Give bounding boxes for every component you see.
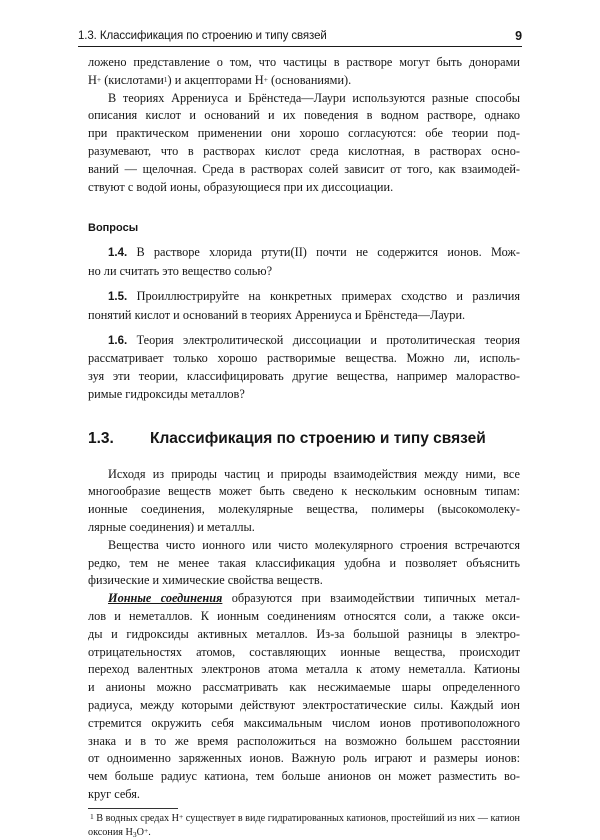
- text-line: чем больше радиус катиона, тем больше анионов он может разместить во-: [88, 769, 520, 784]
- footnote: [88, 812, 520, 840]
- text-line: описания кислот и оснований и их поведения в водном растворе, однако: [88, 108, 520, 123]
- text-line: знака и в то же время расположиться на возможно большем расстоянии: [88, 733, 520, 748]
- text-line: стремится окружить себя максимальным числом ионов противоположного: [88, 715, 520, 730]
- running-header-title: 1.3. Классификация по строению и типу связей: [78, 30, 327, 42]
- footnote-line: $^1$ В водных средах H+ существует в виде гидратированных катионов, простейший из них — катион: [90, 811, 520, 824]
- text-line: от одноименно заряженных ионов. Важную роль играют и размеры ионов:: [88, 751, 520, 766]
- text-line: Вещества чисто ионного или чисто молекулярного строения встречаются: [108, 537, 520, 552]
- text-line: редко, тем не менее такая классификация удобна и позволяет объяснить: [88, 555, 520, 570]
- text-line: лов и неметаллов. К ионным соединениям относятся соли, а также окси-: [88, 608, 520, 623]
- text-line: отрицательностях атомов, составляющих ионные вещества, происходит: [88, 644, 520, 659]
- section-paragraph-1: [88, 466, 520, 537]
- intro-paragraph-1: [88, 54, 520, 90]
- text-line: круг себя.: [88, 786, 140, 801]
- text-line: ложено представление о том, что частицы в растворе могут быть донорами: [88, 55, 520, 69]
- running-header: [78, 26, 522, 47]
- text-line: 1.6. Теория электролитической диссоциации и протолитическая теория: [108, 332, 520, 347]
- question-1-5: [88, 288, 520, 325]
- text-line: 1.5. Проиллюстрируйте на конкретных примерах сходство и различия: [108, 288, 520, 303]
- question-1-4: [88, 244, 520, 281]
- intro-paragraph-2: [88, 90, 520, 197]
- text-line: 1.4. В растворе хлорида ртути(II) почти не содержится ионов. Мож-: [108, 245, 520, 260]
- question-1-6: [88, 332, 520, 404]
- text-line: рассматривает только хорошо растворимые вещества. Можно ли, исполь-: [88, 351, 520, 366]
- text-line: разумевают, что в растворах кислот среда кислотная, в растворах осно-: [88, 143, 520, 158]
- term-ionic-compounds: Ионные соединения: [108, 591, 223, 606]
- text-line: многообразие веществ может быть сведено к нескольким основным типам:: [88, 484, 520, 499]
- text-line: лярные соединения) и металлы.: [88, 519, 255, 534]
- text-line: ствуют с водой ионы, образующиеся при их диссоциации.: [88, 179, 394, 194]
- section-paragraph-2: [88, 537, 520, 590]
- text-line: ваний — щелочная. Среда в растворах солей зависит от того, как взаимодей-: [88, 161, 520, 176]
- text-line: но ли считать это вещество солью?: [88, 264, 273, 279]
- text-line: и анионы можно рассматривать как несжимаемые шары определенного: [88, 680, 520, 695]
- text-line: зуя эти теории, классифицировать другие вещества, например малораство-: [88, 369, 520, 384]
- text-line: H+ (кислотами$^1$) и акцепторами H+ (основаниями).: [88, 72, 352, 87]
- text-line: Исходя из природы частиц и природы взаимодействия между ними, все: [108, 466, 520, 481]
- text-line: переход валентных электронов атома металла к атому неметалла. Катионы: [88, 662, 520, 677]
- footnote-rule: [88, 808, 178, 809]
- text-line: В теориях Аррениуса и Брёнстеда—Лаури используются разные способы: [108, 90, 520, 105]
- text-line: понятий кислот и оснований в теориях Аррениуса и Брёнстеда—Лаури.: [88, 307, 466, 322]
- text-line: физические и химические свойства веществ.: [88, 573, 323, 588]
- section-heading: [88, 430, 520, 448]
- text-line: радиуса, между которыми действуют электростатические силы. Каждый ион: [88, 697, 520, 712]
- page-body: [88, 54, 520, 840]
- text-line: Ионные соединения образуются при взаимодействии типичных метал-: [108, 591, 520, 606]
- text-line: ионные соединения, молекулярные вещества, полимеры (высокомолеку-: [88, 502, 520, 517]
- text-line: при практическом применении они хорошо согласуются: обе теории под-: [88, 126, 520, 141]
- text-line: римые гидроксиды металлов?: [88, 386, 245, 401]
- section-number: 1.3.: [88, 429, 114, 447]
- page-number: 9: [515, 29, 522, 43]
- section-paragraph-3: [88, 590, 520, 804]
- section-title: Классификация по строению и типу связей: [150, 429, 486, 447]
- footnote-line: оксония $H_3O^+$.: [88, 825, 151, 839]
- questions-heading: Вопросы: [88, 222, 139, 235]
- text-line: ды и гидроксиды активных металлов. Из-за большой разницы в электро-: [88, 626, 520, 641]
